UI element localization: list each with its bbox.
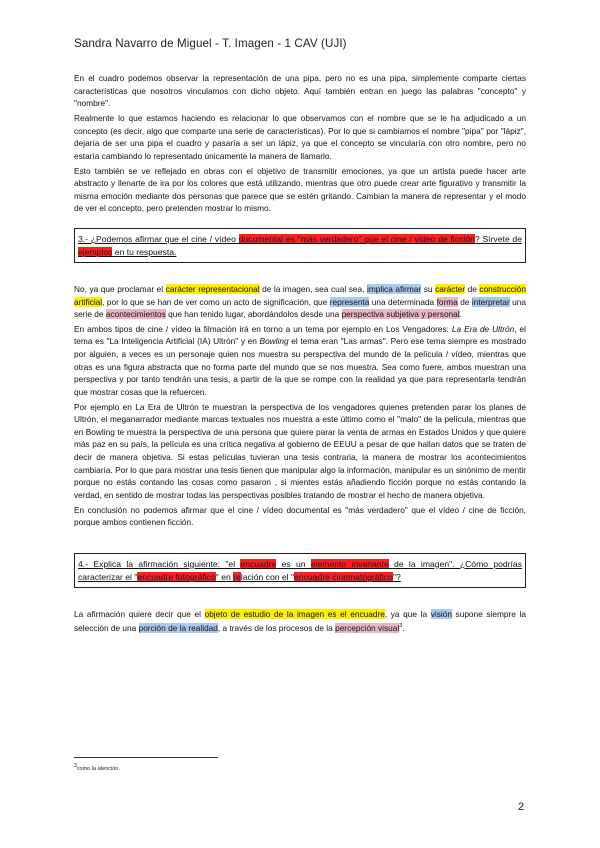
footnote-reference[interactable]: 3: [399, 623, 403, 630]
a1-highlight: implica afirmar: [366, 283, 422, 294]
q4-highlight: encuadre: [240, 558, 277, 569]
answer-3-paragraph-3: Por ejemplo en La Era de Ultrón te muestran la perspectiva de los vengadores quienes pretenden parar los planes de Ultrón, el meganarrador mediante marcas textuales nos muestra a este último como el "malo" de la película, mientras que en Bowling te muestra la perspectiva de una persona que quiere parar la venta de armas en Estados Unidos y que quiere más paz en su país, la película es una crítica negativa al gobierno de EEUU a pesar de que hallan datos que se traten de decir de manera objetiva. Si estas películas tuvieran una tesis contraria, la manera de mostrar los acontecimientos cambiaría. Por lo que para mostrar una tesis tienen que manipular algo la información, manipular es un sinónimo de mentir porque no estás contando las cosas como pasaron , si mientes estás añadiendo ficción porque no estás contando la verdad, en sentido de mostrar todas las perspectivas posibles tratando de mostrar el hecho de manera objetiva.: [74, 401, 526, 500]
q3-text: ? Sírvete de: [474, 233, 522, 244]
question-4-box: [74, 553, 526, 588]
a1-highlight: perspectiva subjetiva y personal: [341, 309, 460, 320]
a1-text: que han tenido lugar, abordándolos desde una: [165, 309, 342, 320]
a1-highlight: representa: [329, 296, 370, 307]
a2-italic: Bowling: [259, 336, 289, 347]
a1-highlight: carácter: [435, 283, 466, 294]
answer-3-paragraph-2: [74, 323, 526, 399]
a1-text: No, ya que proclamar el: [74, 283, 166, 294]
q4-text: " en: [215, 571, 234, 582]
q3-text: 3.- ¿Podemos afirmar que el cine / vídeo: [78, 233, 239, 244]
a1-highlight: construcción artificial: [74, 283, 526, 307]
a1-text: una determinada: [369, 296, 437, 307]
page-header: Sandra Navarro de Miguel - T. Imagen - 1 CAV (UJI): [74, 37, 347, 50]
a1-text: .: [459, 309, 462, 320]
q4-highlight: elemento invariante: [310, 558, 389, 569]
q3-highlight: ejemplos: [78, 246, 113, 257]
a5-highlight: visión: [430, 608, 452, 619]
a2-text: el tema eran "Las armas". Pero ese tema siempre es mostrado por alguien, a veces es un personaje quien nos muestra su perspectiva del mundo de la película / vídeo, mientras que otras es una figura abstracta que no forma parte del mundo que se nos muestra. Sea como fuere, ambos muestran una perspectiva y por tanto tendrán una tesis, a partir de la que se rompe con la realidad ya que para representarla tendrán que mostrar cosas que la refuercen.: [74, 336, 526, 397]
a5-text: La afirmación quiere decir que el: [74, 608, 205, 619]
a1-text: su: [421, 283, 436, 294]
q3-highlight: documental es "más verdadero" que el cine / vídeo de ficción: [238, 233, 475, 244]
a1-text: , por lo que se han de ver como un acto de significación, que: [102, 296, 330, 307]
q4-text: "?: [392, 571, 401, 582]
footnote: [74, 763, 120, 772]
paragraph-2: Realmente lo que estamos haciendo es relacionar lo que observamos con el nombre que se le ha adjudicado a un concepto (es decir, algo que comparte una serie de características). Por lo que si cambiamos el nombre "pipa" por "lápiz", dejaría de ser una pipa el cuadro y pasaría a ser un lápiz, ya que el concepto se vincularía con otro nombre, pero no estaría cambiando lo representado únicamente la manera de llamarlo.: [74, 112, 526, 161]
a2-italic: La Era de Ultrón: [451, 323, 515, 334]
answer-3-conclusion: En conclusión no podemos afirmar que el cine / vídeo documental es "más verdadero" que el vídeo / cine de ficción, porque ambos contienen ficción.: [74, 504, 526, 528]
a1-highlight: carácter representacional: [165, 283, 260, 294]
a1-highlight: forma: [436, 296, 458, 307]
q4-highlight: encuadre fotográfico: [137, 571, 216, 582]
q4-text: es un: [276, 558, 311, 569]
document-body: [74, 72, 526, 637]
q4-highlight: re: [233, 571, 241, 582]
a1-highlight: acontecimientos: [105, 309, 166, 320]
footnote-text: como la atención.: [76, 765, 120, 772]
q4-highlight: encuadre cinematográfico: [294, 571, 393, 582]
a5-text: .: [402, 623, 405, 634]
q4-text: de la imagen". ¿Cómo podrías caracterizar el ": [78, 558, 522, 582]
a5-highlight: objeto de estudio de la imagen es el encuadre: [204, 608, 385, 619]
a5-text: , ya que la: [384, 608, 431, 619]
q3-text: en tu respuesta.: [112, 246, 177, 257]
a1-highlight: interpretar: [471, 296, 510, 307]
q4-text: 4.- Explica la afirmación siguiente: "el: [78, 558, 241, 569]
question-3-box: [74, 228, 526, 263]
paragraph-1: En el cuadro podemos observar la representación de una pipa, pero no es una pipa, simplemente comparte ciertas características que nosotros vinculamos con dicho objeto. Aquí también entran en juego las palabras "concepto" y "nombre".: [74, 73, 526, 109]
a2-text: En ambos tipos de cine / vídeo la filmación irá en torno a un tema por ejemplo en Los Vengadores:: [74, 323, 452, 334]
a5-highlight: percepción visual: [335, 623, 400, 634]
answer-3-paragraph-1: [74, 283, 526, 321]
a1-text: de la imagen, sea cual sea,: [259, 283, 367, 294]
footnote-number: 3: [74, 763, 77, 769]
a1-text: una serie de: [74, 296, 526, 320]
page-number: 2: [518, 801, 525, 813]
a2-text: , el tema es "La Inteligencia Artificial (IA) Ultrón" y en: [74, 323, 526, 347]
question-3-text: [78, 233, 522, 259]
a5-text: , a través de los procesos de la: [217, 623, 336, 634]
answer-4-paragraph-1: [74, 608, 526, 635]
a1-text: de: [457, 296, 472, 307]
a1-text: de: [465, 283, 480, 294]
question-4-text: [78, 558, 522, 584]
a5-text: supone siempre la selección de una: [74, 608, 526, 634]
q4-text: lación con el ": [240, 571, 295, 582]
paragraph-3: Esto también se ve reflejado en obras con el objetivo de transmitir emociones, ya que un artista puede hacer arte abstracto y llenarte de ira por los colores que está utilizando, mientras que otro puede crear arte figurativo y transmitir la misma emoción mediante dos personas que parece que se estén gritando. Cambian la manera de representar y el modo de ver el concepto, pero pretenden mostrar lo mismo.: [74, 165, 526, 214]
footnote-divider: [74, 757, 218, 758]
a5-highlight: porción de la realidad: [138, 623, 218, 634]
